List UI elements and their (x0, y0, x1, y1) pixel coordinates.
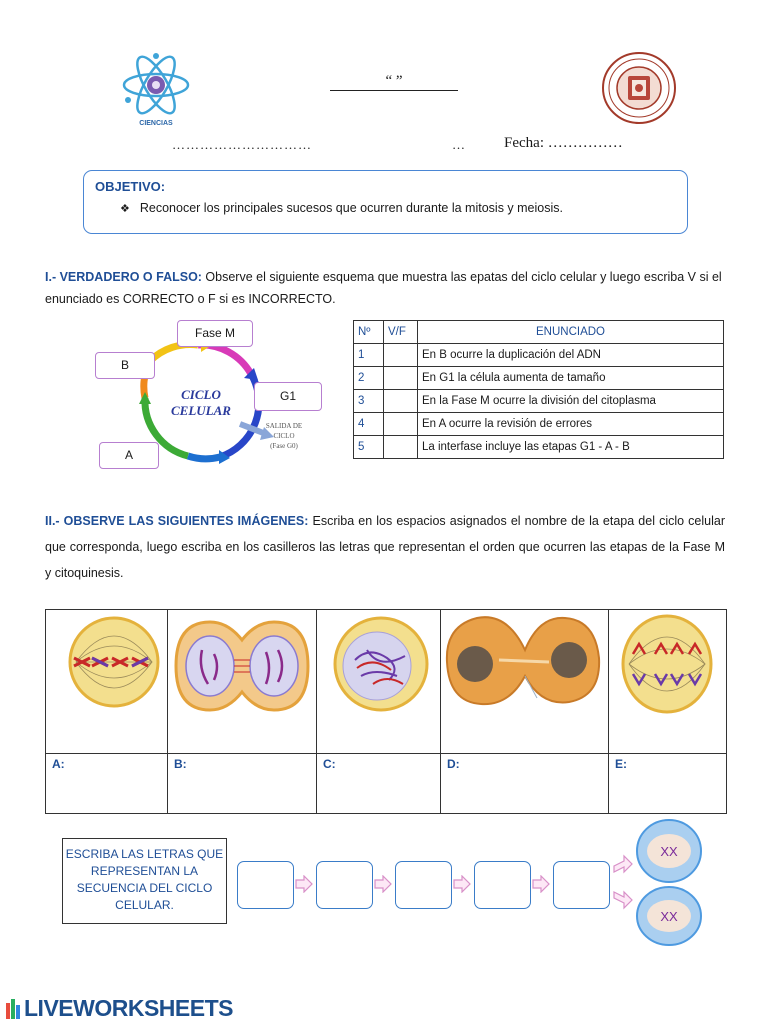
sequence-slot-1[interactable] (237, 861, 294, 909)
table-row (354, 367, 724, 390)
section1-text: Observe el siguiente esquema que muestra las epatas del ciclo celular y luego escriba V si el enunciado es CORRECTO o F si es INCORRECTO. (45, 270, 722, 306)
vf-answer-cell[interactable] (384, 413, 418, 436)
school-seal-logo (600, 50, 678, 126)
cycle-center-line1: CICLO (181, 387, 221, 402)
row-number: 4 (354, 413, 384, 436)
science-atom-logo (120, 52, 192, 130)
image-cell-e (609, 610, 727, 754)
exit-label-line2: CICLO (273, 432, 295, 440)
arrow-right-icon (374, 875, 392, 893)
sequence-slot-2[interactable] (316, 861, 373, 909)
date-label: Fecha: (504, 135, 544, 151)
answer-cell-a[interactable]: A: (46, 754, 168, 814)
section2-instructions (45, 508, 725, 586)
cytokinesis-cell-image (441, 610, 608, 748)
brand-icon (6, 997, 22, 1019)
arrow-right-icon (295, 875, 313, 893)
sequence-instruction-text: ESCRIBA LAS LETRAS QUE REPRESENTAN LA SECUENCIA DEL CICLO CELULAR. (65, 847, 224, 912)
liveworksheets-logo (4, 994, 233, 1022)
label-a: A (99, 442, 159, 469)
logo-caption: CIENCIAS (139, 120, 173, 127)
metaphase-cell-image (46, 610, 167, 748)
daughter-cells-image (634, 818, 704, 946)
exit-label-line3: (Fase G0) (270, 442, 298, 450)
statement-text: La interfase incluye las etapas G1 - A - B (418, 436, 724, 459)
row-number: 5 (354, 436, 384, 459)
table-row (354, 436, 724, 459)
image-cell-a (46, 610, 168, 754)
svg-text:XX: XX (660, 909, 678, 924)
section2-heading: II.- OBSERVE LAS SIGUIENTES IMÁGENES: (45, 514, 309, 528)
statement-text: En A ocurre la revisión de errores (418, 413, 724, 436)
date-blank: …………… (547, 135, 623, 151)
answer-cell-d[interactable]: D: (441, 754, 609, 814)
image-cell-b (168, 610, 317, 754)
objective-title: OBJETIVO: (95, 179, 166, 194)
vf-answer-cell[interactable] (384, 344, 418, 367)
name-blank: ………………………… (172, 137, 312, 152)
diamond-bullet-icon: ❖ (120, 203, 130, 215)
table-row (354, 344, 724, 367)
header-number: Nº (354, 321, 384, 344)
answer-cell-b[interactable]: B: (168, 754, 317, 814)
arrow-right-icon (532, 875, 550, 893)
cell-cycle-diagram (88, 316, 338, 474)
section1-heading: I.- VERDADERO O FALSO: (45, 270, 202, 284)
table-header-row (354, 321, 724, 344)
sequence-slot-4[interactable] (474, 861, 531, 909)
telophase-cell-image (168, 610, 316, 748)
label-fase-m: Fase M (177, 320, 253, 347)
vf-answer-cell[interactable] (384, 390, 418, 413)
exit-label-line1: SALIDA DE (265, 422, 303, 430)
course-blank: … (452, 137, 465, 152)
statement-text: En la Fase M ocurre la división del citoplasma (418, 390, 724, 413)
answer-row (46, 754, 727, 814)
prophase-cell-image (317, 610, 440, 748)
image-cell-c (317, 610, 441, 754)
arrow-right-icon (453, 875, 471, 893)
row-number: 1 (354, 344, 384, 367)
table-row (354, 413, 724, 436)
row-number: 2 (354, 367, 384, 390)
row-number: 3 (354, 390, 384, 413)
worksheet-title-blank: “ ” (330, 72, 458, 91)
header-vf: V/F (384, 321, 418, 344)
branch-arrows-icon (612, 852, 634, 912)
section1-instructions (45, 266, 725, 310)
header-statement: ENUNCIADO (418, 321, 724, 344)
label-b: B (95, 352, 155, 379)
brand-name: LIVEWORKSHEETS (24, 995, 233, 1021)
vf-answer-cell[interactable] (384, 367, 418, 390)
answer-cell-c[interactable]: C: (317, 754, 441, 814)
table-row (354, 390, 724, 413)
sequence-slot-3[interactable] (395, 861, 452, 909)
image-cell-d (441, 610, 609, 754)
statement-text: En B ocurre la duplicación del ADN (418, 344, 724, 367)
anaphase-cell-image (609, 610, 726, 748)
sequence-slot-5[interactable] (553, 861, 610, 909)
statement-text: En G1 la célula aumenta de tamaño (418, 367, 724, 390)
vf-answer-cell[interactable] (384, 436, 418, 459)
objective-text: Reconocer los principales sucesos que ocurren durante la mitosis y meiosis. (139, 201, 563, 215)
true-false-table (353, 320, 724, 459)
svg-text:XX: XX (660, 844, 678, 859)
label-g1: G1 (254, 382, 322, 411)
cycle-center-line2: CELULAR (171, 403, 231, 418)
cell-images-table (45, 609, 727, 814)
section2-text: Escriba en los espacios asignados el nombre de la etapa del ciclo celular que corresponda, luego escriba en los casilleros las letras que representan el orden que ocurren las etapas de la Fase M y citoquinesis. (45, 514, 725, 580)
image-row (46, 610, 727, 754)
sequence-instruction-box (62, 838, 227, 924)
objective-bullet (120, 201, 563, 215)
date-field (504, 135, 623, 152)
answer-cell-e[interactable]: E: (609, 754, 727, 814)
